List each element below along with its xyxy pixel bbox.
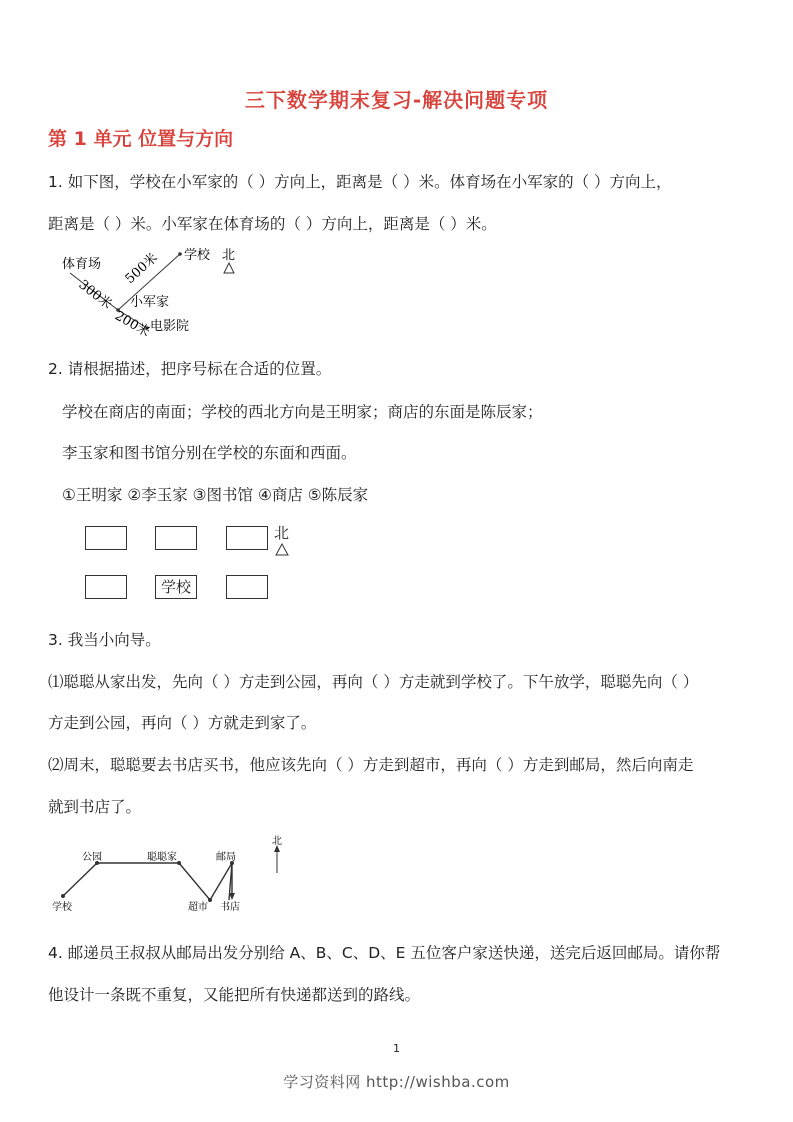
label-park: 公园 [82, 852, 102, 863]
q3-line-3: 方走到公园，再向（ ）方就走到家了。 [48, 714, 317, 732]
label-north: 北 [272, 836, 282, 847]
q2-line-3: 李玉家和图书馆分别在学校的东面和西面。 [62, 444, 357, 462]
label-cong-home: 聪聪家 [147, 852, 177, 863]
label-200m: 200米 [112, 308, 153, 340]
unit-heading: 第 1 单元 位置与方向 [48, 128, 234, 150]
q2-north-label: 北 [274, 524, 290, 542]
q3-route-map [48, 832, 298, 918]
q3-line-5: 就到书店了。 [48, 798, 142, 816]
q3-line-1: 3. 我当小向导。 [48, 631, 161, 649]
school-box: 学校 [155, 575, 197, 599]
label-north: 北 [222, 248, 236, 263]
label-300m: 300米 [75, 277, 115, 313]
page-title: 三下数学期末复习-解决问题专项 [244, 88, 549, 112]
q2-options: ①王明家 ②李玉家 ③图书馆 ④商店 ⑤陈辰家 [62, 486, 369, 504]
label-school: 学校 [52, 902, 72, 913]
answer-box-w[interactable] [85, 575, 127, 599]
label-school: 学校 [184, 248, 211, 263]
q1-line-1: 1. 如下图，学校在小军家的（ ）方向上，距离是（ ）米。体育场在小军家的（ ）方向上， [48, 173, 672, 191]
route-path [63, 863, 232, 900]
answer-box-e[interactable] [226, 575, 268, 599]
label-market: 超市 [188, 902, 208, 913]
q4-line-2: 他设计一条既不重复，又能把所有快递都送到的路线。 [48, 986, 421, 1004]
school-point [178, 252, 182, 256]
page-number: 1 [393, 1042, 400, 1055]
label-stadium: 体育场 [62, 257, 102, 272]
q1-direction-diagram [50, 240, 250, 340]
answer-box-ne[interactable] [226, 526, 268, 550]
q1-line-2: 距离是（ ）米。小军家在体育场的（ ）方向上，距离是（ ）米。 [48, 215, 497, 233]
q2-line-2: 学校在商店的南面；学校的西北方向是王明家；商店的东面是陈辰家； [62, 403, 543, 421]
q4-line-1: 4. 邮递员王叔叔从邮局出发分别给 A、B、C、D、E 五位客户家送快递，送完后返回邮局。请你帮 [48, 944, 721, 962]
q2-line-1: 2. 请根据描述，把序号标在合适的位置。 [48, 360, 332, 378]
q3-line-2: ⑴聪聪从家出发，先向（ ）方走到公园，再向（ ）方走就到学校了。下午放学，聪聪先向（ ） [48, 673, 699, 691]
answer-box-nw[interactable] [85, 526, 127, 550]
q3-line-4: ⑵周末，聪聪要去书店买书，他应该先向（ ）方走到超市，再向（ ）方走到邮局，然后向南走 [48, 756, 694, 774]
q2-north-arrow-icon [274, 543, 290, 557]
label-bookstore: 书店 [220, 902, 240, 913]
label-post: 邮局 [216, 852, 236, 863]
footer-link[interactable]: 学习资料网 http://wishba.com [283, 1073, 510, 1091]
label-cinema: 电影院 [150, 319, 190, 334]
label-home: 小军家 [130, 295, 170, 310]
label-500m: 500米 [122, 250, 161, 287]
answer-box-n[interactable] [155, 526, 197, 550]
north-arrow-icon [224, 263, 234, 273]
